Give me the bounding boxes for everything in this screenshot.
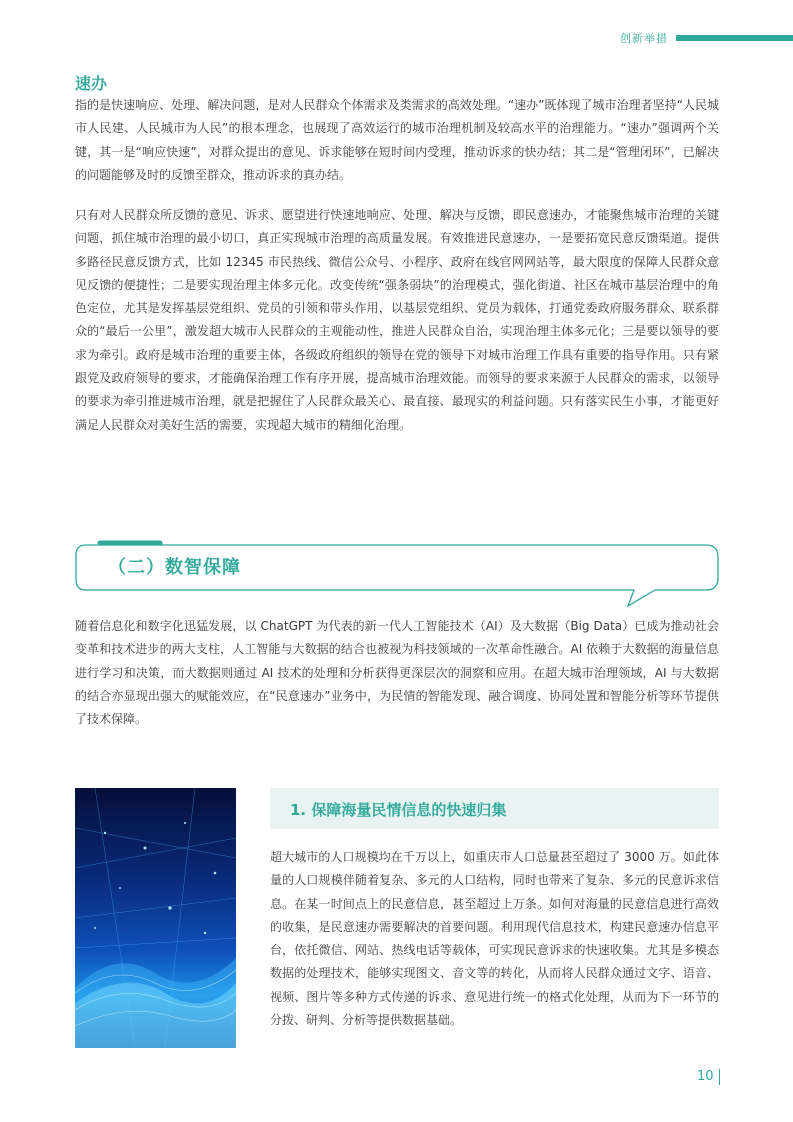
section-title: 速办 [75, 74, 108, 93]
page-number-divider [719, 1069, 720, 1085]
page-number: 10 [697, 1069, 714, 1084]
section-paragraph-1: 指的是快速响应、处理、解决问题，是对人民群众个体需求及类需求的高效处理。“速办”既体现了城市治理者坚持“人民城市人民建、人民城市为人民”的根本理念，也展现了高效运行的城市治理机制及较高水平的治理能力。“速办”强调两个关键，其一是“响应快速”，对群众提出的意见、诉求能够在短时间内受理，推动诉求的快办结；其二是“管理闭环”，已解决的问题能够及时的反馈至群众，推动诉求的真办结。 [75, 98, 719, 182]
subsection-paragraph: 超大城市的人口规模均在千万以上，如重庆市人口总量甚至超过了 3000 万。如此体量的人口规模伴随着复杂、多元的人口结构，同时也带来了复杂、多元的民意诉求信息。在某一时间点上的民意信息，甚至超过上万条。如何对海量的民意信息进行高效的收集，是民意速办需要解决的首要问题。利用现代信息技术，构建民意速办信息平台，依托微信、网站、热线电话等载体，可实现民意诉求的快速收集。尤其是多模态数据的处理技术，能够实现图文、音文等的转化，从而将人民群众通过文字、语音、视频、图片等多种方式传递的诉求、意见进行统一的格式化处理，从而为下一环节的分拨、研判、分析等提供数据基础。 [270, 850, 719, 1028]
header-accent-bar [676, 35, 793, 41]
header-section-label: 创新举措 [620, 32, 668, 45]
digital-network-image [75, 788, 236, 1048]
intro-paragraph: 随着信息化和数字化迅猛发展，以 ChatGPT 为代表的新一代人工智能技术（AI）及大数据（Big Data）已成为推动社会变革和技术进步的两大支柱，人工智能与大数据的结合也被视为科技领域的一次革命性融合。AI 依赖于大数据的海量信息进行学习和决策，而大数据则通过 AI 技术的处理和分析获得更深层次的洞察和应用。在超大城市治理领域，AI 与大数据的结合亦显现出强大的赋能效应，在“民意速办”业务中，为民情的智能发现、融合调度、协同处置和智能分析等环节提供了技术保障。 [75, 619, 719, 727]
section-paragraph-2: 只有对人民群众所反馈的意见、诉求、愿望进行快速地响应、处理、解决与反馈，即民意速办，才能聚焦城市治理的关键问题，抓住城市治理的最小切口，真正实现城市治理的高质量发展。有效推进民意速办，一是要拓宽民意反馈渠道。提供多路径民意反馈方式，比如 12345 市民热线、微信公众号、小程序、政府在线官网网站等，最大限度的保障人民群众意见反馈的便捷性；二是要实现治理主体多元化。改变传统“强条弱块”的治理模式，强化街道、社区在城市基层治理中的角色定位，尤其是发挥基层党组织、党员的引领和带头作用，以基层党组织、党员为载体，打通党委政府服务群众、联系群众的“最后一公里”，激发超大城市人民群众的主观能动性，推进人民群众自治，实现治理主体多元化；三是要以领导的要求为牵引。政府是城市治理的重要主体，各级政府组织的领导在党的领导下对城市治理工作具有重要的指导作用。只有紧跟党及政府领导的要求，才能确保治理工作有序开展，提高城市治理效能。而领导的要求来源于人民群众的需求，以领导的要求为牵引推进城市治理，就是把握住了人民群众最关心、最直接、最现实的利益问题。只有落实民生小事，才能更好满足人民群众对美好生活的需要，实现超大城市的精细化治理。 [75, 208, 719, 432]
subsection-title: 1. 保障海量民情信息的快速归集 [290, 801, 507, 819]
banner-title: （二）数智保障 [108, 557, 241, 578]
